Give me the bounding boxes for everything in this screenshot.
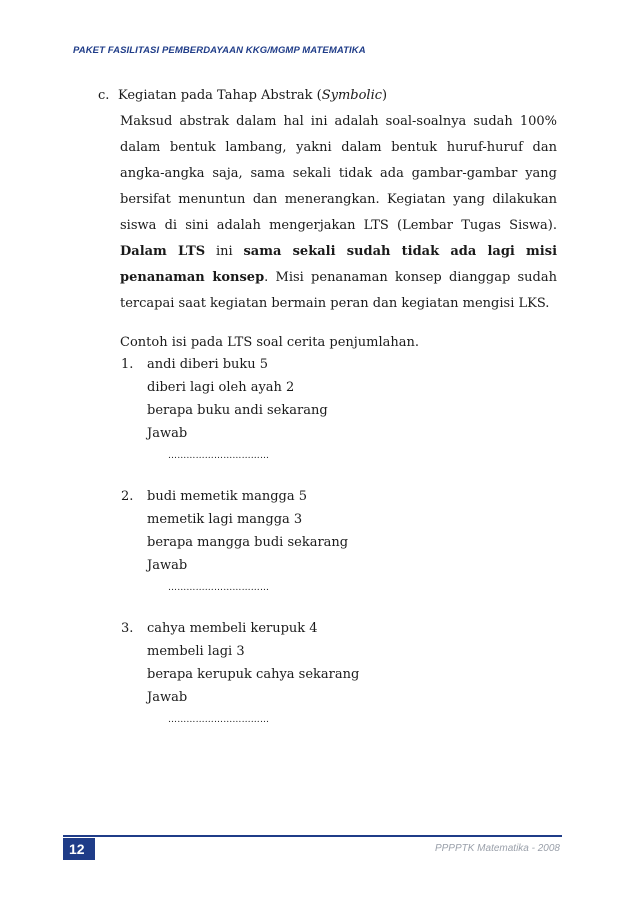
answer-dots: …………………………… [168,715,270,725]
item-line: membeli lagi 3 [147,644,245,659]
item-line: budi memetik mangga 5 [147,489,307,504]
item-number: 3. [121,621,134,636]
page-number: 12 [63,838,95,860]
footer-divider [63,835,562,837]
item-line: berapa mangga budi sekarang [147,535,349,550]
section-marker: c. [98,88,110,103]
item-number: 1. [121,357,134,372]
footer-text: PPPPTK Matematika - 2008 [434,843,560,854]
item-body [147,485,447,600]
paragraph-text-3: . Misi penanaman konsep dianggap sudah tercapai saat kegiatan bermain peran dan kegiatan mengisi LKS. [120,270,558,311]
item-line: Jawab [147,558,188,573]
item-line: memetik lagi mangga 3 [147,512,303,527]
item-line: berapa buku andi sekarang [147,403,328,418]
section-title-italic: Symbolic [321,88,383,103]
answer-dots: …………………………… [168,451,270,461]
item-body [147,617,447,732]
section-title-prefix: Kegiatan pada Tahap Abstrak ( [118,88,322,103]
paragraph-bold-1: Dalam LTS [120,244,206,259]
item-line: diberi lagi oleh ayah 2 [147,380,295,395]
item-line: cahya membeli kerupuk 4 [147,621,318,636]
item-line: Jawab [147,690,188,705]
item-line: Jawab [147,426,188,441]
paragraph-text-1: Maksud abstrak dalam hal ini adalah soal-soalnya sudah 100% dalam bentuk lambang, yakni dalam bentuk huruf-huruf dan angka-angka saja, sama sekali tidak ada gambar-gambar yang bersifat menuntun dan menerangkan. Kegiatan yang dilakukan siswa di sini adalah mengerjakan LTS (Lembar Tugas Siswa). [120,114,557,233]
section-title [98,86,387,105]
item-number: 2. [121,489,134,504]
paragraph-text-2: ini [205,244,244,259]
answer-dots: …………………………… [168,583,270,593]
item-body [147,353,447,468]
paragraph-bold-2: sama sekali sudah tidak ada lagi misi penanaman konsep [120,244,558,285]
section-title-suffix: ) [382,88,388,103]
item-line: andi diberi buku 5 [147,357,269,372]
body-paragraph [120,109,557,317]
item-line: berapa kerupuk cahya sekarang [147,667,360,682]
running-header: PAKET FASILITASI PEMBERDAYAAN KKG/MGMP MATEMATIKA [73,45,366,56]
example-intro: Contoh isi pada LTS soal cerita penjumlahan. [120,335,420,350]
